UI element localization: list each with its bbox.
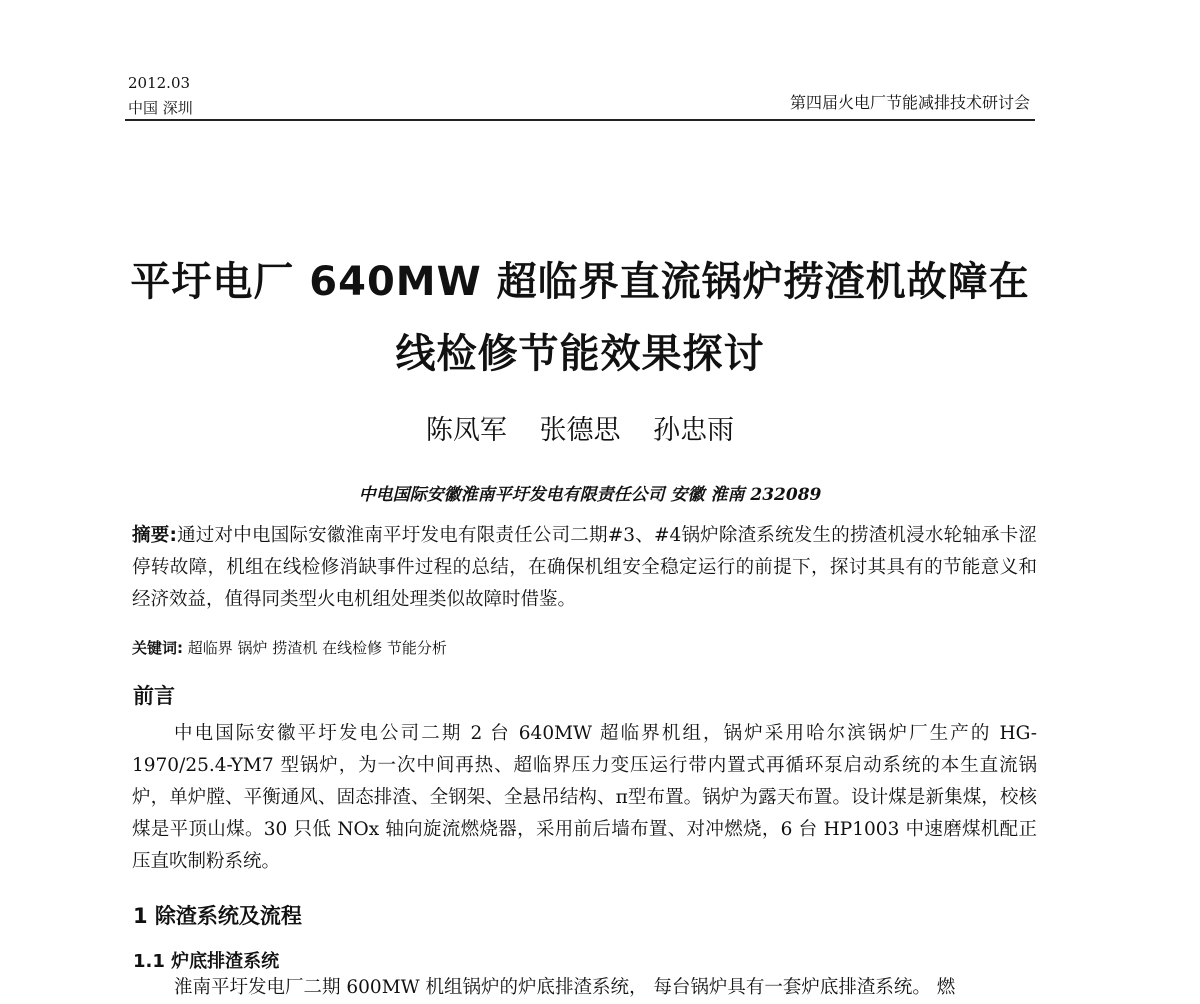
header-rule	[125, 119, 1035, 121]
abstract-label: 摘要:	[132, 525, 177, 546]
header-conference: 第四届火电厂节能减排技术研讨会	[789, 93, 1030, 112]
keywords-label: 关键词:	[132, 639, 183, 657]
section-1-1-paragraph: 淮南平圩发电厂二期 600MW 机组锅炉的炉底排渣系统， 每台锅炉具有一套炉底排渣系统。 燃	[174, 977, 956, 998]
authors: 陈凤军 张德思 孙忠雨	[425, 415, 735, 446]
intro-paragraph: 中电国际安徽平圩发电公司二期 2 台 640MW 超临界机组，锅炉采用哈尔滨锅炉厂生产的 HG-1970/25.4-YM7 型锅炉，为一次中间再热、超临界压力变压运行带内置式再循环泵启动系统的本生直流锅炉，单炉膛、平衡通风、固态排渣、全钢架、全悬吊结构、π型布置。锅炉为露天布置。设计煤是新集煤，校核煤是平顶山煤。30 只低 NOx 轴向旋流燃烧器，采用前后墙布置、对冲燃烧，6 台 HP1003 中速磨煤机配正压直吹制粉系统。	[132, 723, 1037, 872]
keywords	[132, 637, 447, 658]
affiliation: 中电国际安徽淮南平圩发电有限责任公司 安徽 淮南 232089	[358, 485, 822, 505]
section-1-1-heading: 1.1 炉底排渣系统	[133, 951, 280, 972]
title-line-1: 平圩电厂 640MW 超临界直流锅炉捞渣机故障在	[130, 259, 1030, 305]
abstract-text: 通过对中电国际安徽淮南平圩发电有限责任公司二期#3、#4锅炉除渣系统发生的捞渣机浸水轮轴承卡涩停转故障，机组在线检修消缺事件过程的总结，在确保机组安全稳定运行的前提下，探讨其具有的节能意义和经济效益，值得同类型火电机组处理类似故障时借鉴。	[132, 525, 1038, 610]
header-place: 中国 深圳	[128, 99, 193, 117]
keywords-text: 超临界 锅炉 捞渣机 在线检修 节能分析	[187, 639, 447, 657]
title-line-2: 线检修节能效果探讨	[395, 331, 765, 377]
intro-heading: 前言	[133, 684, 175, 708]
section-1-heading: 1 除渣系统及流程	[133, 904, 302, 928]
abstract	[132, 520, 1037, 616]
header-date: 2012.03	[128, 74, 191, 92]
